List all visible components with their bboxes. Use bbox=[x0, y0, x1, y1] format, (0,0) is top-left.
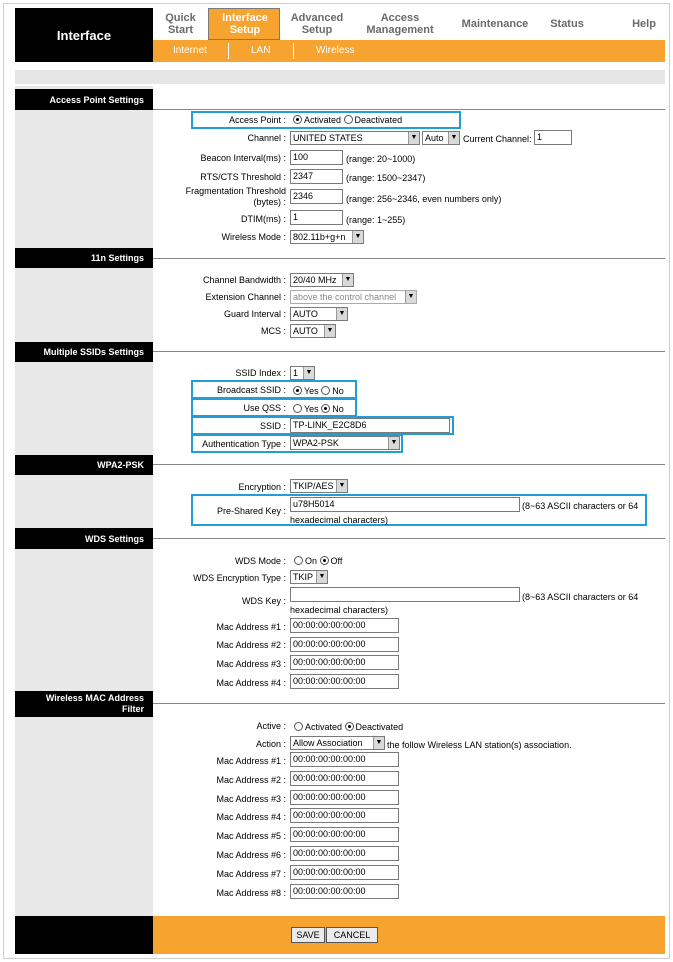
ssid-index-select[interactable]: 1 ▼ bbox=[290, 366, 315, 380]
qss-no-radio[interactable] bbox=[321, 404, 330, 413]
chevron-down-icon: ▼ bbox=[342, 274, 353, 286]
mac-filter-action-label: Action : bbox=[255, 739, 286, 749]
nav-access-management[interactable]: Access Management bbox=[366, 12, 434, 36]
section-access-point: Access Point Settings bbox=[15, 89, 153, 110]
qss-yes-radio[interactable] bbox=[293, 404, 302, 413]
channel-select[interactable]: UNITED STATES ▼ bbox=[290, 131, 420, 145]
access-point-activated-radio[interactable] bbox=[293, 115, 302, 124]
filter-mac-input[interactable]: 00:00:00:00:00:00 bbox=[290, 771, 399, 786]
beacon-range: (range: 20~1000) bbox=[346, 154, 416, 164]
deactivated-label: Deactivated bbox=[354, 115, 403, 125]
section-wds: WDS Settings bbox=[15, 528, 153, 549]
nav-maintenance[interactable]: Maintenance bbox=[461, 18, 529, 30]
mcs-label: MCS : bbox=[260, 326, 286, 336]
filter-mac-label: Mac Address #6 : bbox=[216, 850, 286, 860]
extension-channel-label: Extension Channel : bbox=[205, 292, 286, 302]
mac-filter-active-radios bbox=[294, 722, 403, 732]
filter-mac-input[interactable]: 00:00:00:00:00:00 bbox=[290, 884, 399, 899]
psk-label: Pre-Shared Key : bbox=[216, 506, 286, 516]
nav-status[interactable]: Status bbox=[550, 18, 584, 30]
subnav-divider bbox=[228, 43, 229, 59]
filter-mac-label: Mac Address #4 : bbox=[216, 812, 286, 822]
filter-mac-input[interactable]: 00:00:00:00:00:00 bbox=[290, 827, 399, 842]
yes-label: Yes bbox=[304, 404, 319, 414]
mac-filter-action-select[interactable]: Allow Association ▼ bbox=[290, 736, 385, 750]
wds-mac-input[interactable]: 00:00:00:00:00:00 bbox=[290, 618, 399, 633]
ssid-input[interactable]: TP-LINK_E2C8D6 bbox=[290, 418, 450, 433]
section-divider bbox=[153, 464, 665, 465]
rts-input[interactable]: 2347 bbox=[290, 169, 343, 184]
cancel-button[interactable]: CANCEL bbox=[326, 927, 378, 943]
mac-filter-deactivated-radio[interactable] bbox=[345, 722, 354, 731]
filter-mac-input[interactable]: 00:00:00:00:00:00 bbox=[290, 790, 399, 805]
chevron-down-icon: ▼ bbox=[336, 308, 347, 320]
beacon-input[interactable]: 100 bbox=[290, 150, 343, 165]
frag-range: (range: 256~2346, even numbers only) bbox=[346, 194, 502, 204]
rts-range: (range: 1500~2347) bbox=[346, 173, 426, 183]
wds-key-hint: (8~63 ASCII characters or 64 bbox=[522, 592, 639, 602]
filter-mac-input[interactable]: 00:00:00:00:00:00 bbox=[290, 846, 399, 861]
wds-mac-input[interactable]: 00:00:00:00:00:00 bbox=[290, 655, 399, 670]
filter-mac-label: Mac Address #8 : bbox=[216, 888, 286, 898]
nav-interface-setup[interactable]: Interface Setup bbox=[208, 8, 280, 40]
access-point-deactivated-radio[interactable] bbox=[344, 115, 353, 124]
section-wpa2-psk: WPA2-PSK bbox=[15, 455, 153, 475]
filter-mac-input[interactable]: 00:00:00:00:00:00 bbox=[290, 808, 399, 823]
filter-mac-label: Mac Address #5 : bbox=[216, 831, 286, 841]
current-channel-label: Current Channel: bbox=[463, 134, 532, 144]
deactivated-label: Deactivated bbox=[355, 722, 404, 732]
wds-encryption-label: WDS Encryption Type : bbox=[193, 573, 286, 583]
wireless-mode-label: Wireless Mode : bbox=[221, 232, 286, 242]
frag-label: Fragmentation Threshold (bytes) : bbox=[185, 186, 286, 207]
wds-mac-label: Mac Address #4 : bbox=[216, 678, 286, 688]
wds-encryption-select[interactable]: TKIP ▼ bbox=[290, 570, 328, 584]
filter-mac-input[interactable]: 00:00:00:00:00:00 bbox=[290, 752, 399, 767]
filter-mac-label: Mac Address #7 : bbox=[216, 869, 286, 879]
subnav-lan[interactable]: LAN bbox=[251, 45, 271, 56]
wds-mac-label: Mac Address #1 : bbox=[216, 622, 286, 632]
filter-mac-label: Mac Address #2 : bbox=[216, 775, 286, 785]
wds-mac-input[interactable]: 00:00:00:00:00:00 bbox=[290, 637, 399, 652]
encryption-select[interactable]: TKIP/AES ▼ bbox=[290, 479, 348, 493]
guard-interval-select[interactable]: AUTO ▼ bbox=[290, 307, 348, 321]
save-button[interactable]: SAVE bbox=[291, 927, 325, 943]
chevron-down-icon: ▼ bbox=[316, 571, 327, 583]
chevron-down-icon: ▼ bbox=[373, 737, 384, 749]
chevron-down-icon: ▼ bbox=[408, 132, 419, 144]
top-grey-bar bbox=[15, 70, 665, 84]
beacon-label: Beacon Interval(ms) : bbox=[200, 153, 286, 163]
no-label: No bbox=[332, 386, 344, 396]
wds-key-input[interactable] bbox=[290, 587, 520, 602]
sub-nav bbox=[153, 40, 665, 62]
auth-type-select[interactable]: WPA2-PSK ▼ bbox=[290, 436, 400, 450]
channel-label: Channel : bbox=[247, 133, 286, 143]
psk-input[interactable]: u78H5014 bbox=[290, 497, 520, 512]
subnav-divider bbox=[293, 43, 294, 59]
bandwidth-select[interactable]: 20/40 MHz ▼ bbox=[290, 273, 354, 287]
dtim-input[interactable]: 1 bbox=[290, 210, 343, 225]
extension-channel-select[interactable]: above the control channel ▼ bbox=[290, 290, 417, 304]
use-qss-label: Use QSS : bbox=[243, 403, 286, 413]
nav-help[interactable]: Help bbox=[632, 18, 656, 30]
ssid-index-label: SSID Index : bbox=[235, 368, 286, 378]
section-mac-filter: Wireless MAC Address Filter bbox=[15, 691, 153, 717]
guard-interval-label: Guard Interval : bbox=[223, 309, 286, 319]
section-divider bbox=[153, 258, 665, 259]
broadcast-yes-radio[interactable] bbox=[293, 386, 302, 395]
nav-advanced-setup[interactable]: Advanced Setup bbox=[290, 12, 344, 36]
wds-mac-input[interactable]: 00:00:00:00:00:00 bbox=[290, 674, 399, 689]
filter-mac-label: Mac Address #1 : bbox=[216, 756, 286, 766]
section-divider bbox=[153, 703, 665, 704]
section-divider bbox=[153, 351, 665, 352]
dtim-label: DTIM(ms) : bbox=[241, 214, 286, 224]
psk-hint: (8~63 ASCII characters or 64 bbox=[522, 501, 639, 511]
wds-mac-label: Mac Address #3 : bbox=[216, 659, 286, 669]
wds-key-hint-cont: hexadecimal characters) bbox=[290, 605, 389, 615]
mac-filter-activated-radio[interactable] bbox=[294, 722, 303, 731]
current-channel-field: 1 bbox=[534, 130, 572, 145]
chevron-down-icon: ▼ bbox=[388, 437, 399, 449]
broadcast-ssid-label: Broadcast SSID : bbox=[216, 385, 286, 395]
chevron-down-icon: ▼ bbox=[405, 291, 416, 303]
chevron-down-icon: ▼ bbox=[303, 367, 314, 379]
left-column bbox=[15, 86, 153, 916]
wds-off-radio[interactable] bbox=[320, 556, 329, 565]
mac-filter-active-label: Active : bbox=[256, 721, 286, 731]
broadcast-no-radio[interactable] bbox=[321, 386, 330, 395]
channel-auto-select[interactable]: Auto ▼ bbox=[422, 131, 460, 145]
rts-label: RTS/CTS Threshold : bbox=[200, 172, 286, 182]
wds-key-label: WDS Key : bbox=[241, 596, 286, 606]
footer-bar bbox=[153, 916, 665, 954]
brand-label: Interface bbox=[15, 8, 153, 62]
dtim-range: (range: 1~255) bbox=[346, 215, 406, 225]
wds-on-radio[interactable] bbox=[294, 556, 303, 565]
wds-mode-label: WDS Mode : bbox=[234, 556, 286, 566]
off-label: Off bbox=[330, 556, 343, 566]
psk-hint-cont: hexadecimal characters) bbox=[290, 515, 389, 525]
frag-input[interactable]: 2346 bbox=[290, 189, 343, 204]
chevron-down-icon: ▼ bbox=[352, 231, 363, 243]
top-nav bbox=[153, 8, 665, 40]
mac-filter-action-suffix: the follow Wireless LAN station(s) association. bbox=[387, 740, 572, 750]
no-label: No bbox=[332, 404, 344, 414]
auth-type-label: Authentication Type : bbox=[202, 439, 286, 449]
section-divider bbox=[153, 538, 665, 539]
use-qss-radios bbox=[293, 404, 344, 414]
chevron-down-icon: ▼ bbox=[336, 480, 347, 492]
ssid-label: SSID : bbox=[259, 421, 286, 431]
broadcast-ssid-radios bbox=[293, 386, 344, 396]
section-multiple-ssids: Multiple SSIDs Settings bbox=[15, 342, 153, 362]
subnav-internet[interactable]: Internet bbox=[173, 45, 207, 56]
chevron-down-icon: ▼ bbox=[324, 325, 335, 337]
wireless-mode-select[interactable]: 802.11b+g+n ▼ bbox=[290, 230, 364, 244]
mcs-select[interactable]: AUTO ▼ bbox=[290, 324, 336, 338]
access-point-radios bbox=[293, 115, 402, 125]
filter-mac-input[interactable]: 00:00:00:00:00:00 bbox=[290, 865, 399, 880]
activated-label: Activated bbox=[305, 722, 343, 732]
subnav-wireless[interactable]: Wireless bbox=[316, 45, 355, 56]
footer-left bbox=[15, 916, 153, 954]
filter-mac-label: Mac Address #3 : bbox=[216, 794, 286, 804]
on-label: On bbox=[305, 556, 318, 566]
chevron-down-icon: ▼ bbox=[448, 132, 459, 144]
access-point-label: Access Point : bbox=[228, 115, 286, 125]
section-divider bbox=[153, 109, 665, 110]
nav-quick-start[interactable]: Quick Start bbox=[165, 12, 196, 36]
bandwidth-label: Channel Bandwidth : bbox=[202, 275, 286, 285]
yes-label: Yes bbox=[304, 386, 319, 396]
section-11n: 11n Settings bbox=[15, 248, 153, 268]
activated-label: Activated bbox=[304, 115, 342, 125]
wds-mode-radios bbox=[294, 556, 342, 566]
encryption-label: Encryption : bbox=[238, 482, 286, 492]
wds-mac-label: Mac Address #2 : bbox=[216, 640, 286, 650]
